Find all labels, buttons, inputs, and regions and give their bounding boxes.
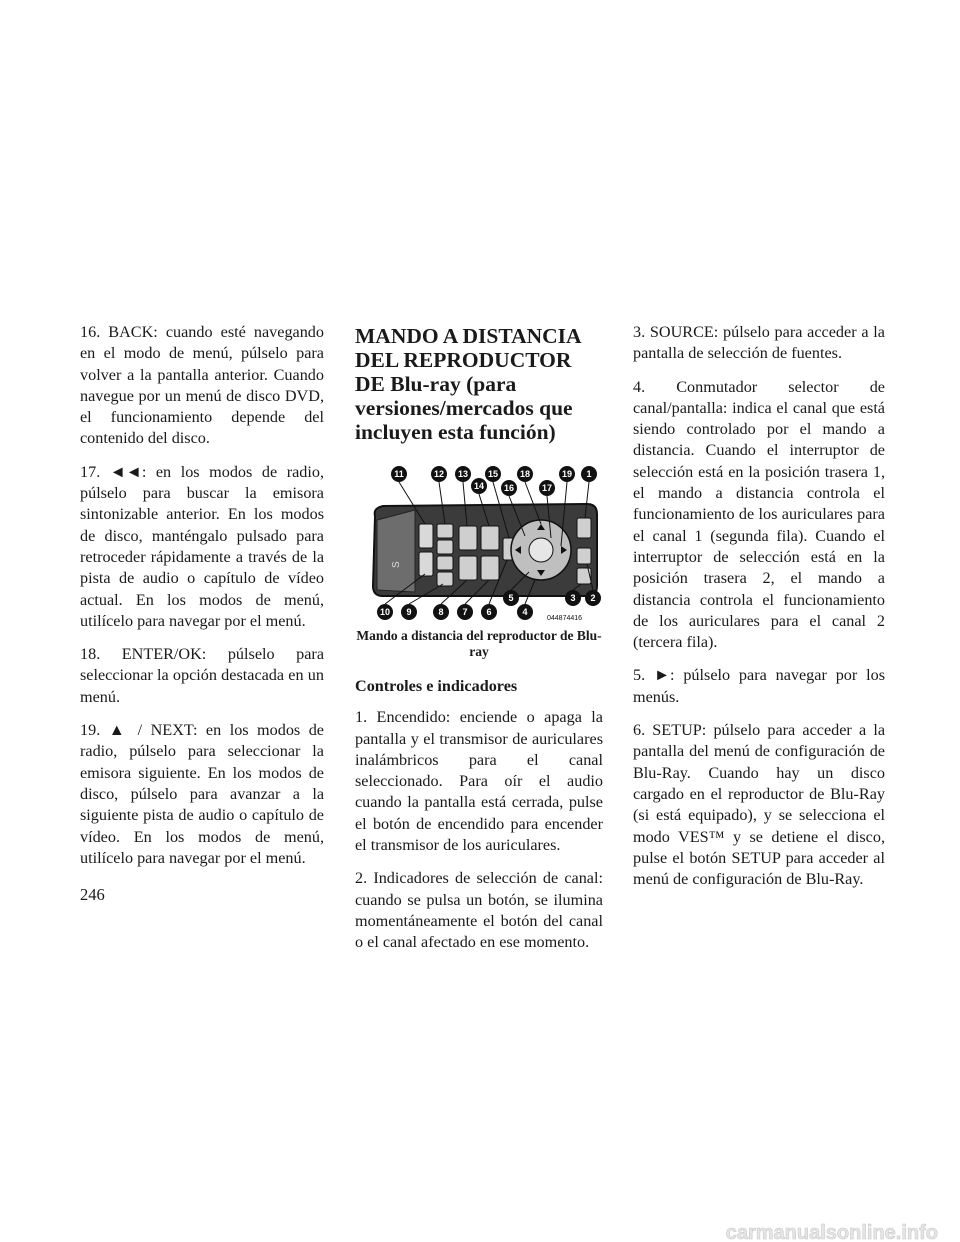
remote-logo-mark: S: [391, 561, 402, 568]
remote-play-button: [459, 556, 477, 580]
left-column: [80, 322, 324, 881]
callout-19: 19: [561, 469, 573, 479]
callout-7: 7: [462, 607, 468, 617]
remote-button-d: [437, 572, 453, 586]
callout-3: 3: [570, 593, 576, 603]
middle-column: [355, 324, 603, 966]
remote-figure: [355, 464, 603, 622]
item-16-back: 16. BACK: cuando esté navegando en el modo de menú, púlselo para volver a la pantalla anterior. Cuando navegue por un menú de disco DVD, el funcionamiento depende del contenido del disco.: [80, 323, 324, 448]
item-1-power: 1. Encendido: enciende o apaga la pantalla y el transmisor de auriculares inalámbricos para el canal seleccionado. Para oír el audio cuando la pantalla está cerrada, pulse el botón de encendido para encender el transmisor de los auriculares.: [355, 708, 603, 855]
remote-side-panel: [377, 510, 415, 592]
callout-10: 10: [379, 607, 391, 617]
callout-17: 17: [541, 483, 553, 493]
remote-stop-button: [459, 526, 477, 550]
callout-12: 12: [433, 469, 445, 479]
item-2-channel-indicators: 2. Indicadores de selección de canal: cuando se pulsa un botón, se ilumina momentáneamente el botón del canal o el canal afectado en ese momento.: [355, 869, 603, 952]
remote-button-a: [437, 524, 453, 538]
callout-4: 4: [522, 607, 528, 617]
callout-2: 2: [590, 593, 596, 603]
callout-16: 16: [503, 483, 515, 493]
callout-13: 13: [457, 469, 469, 479]
callout-15: 15: [487, 469, 499, 479]
item-5-right: 5. ►: púlselo para navegar por los menús.: [633, 666, 885, 706]
remote-button-b: [437, 540, 453, 554]
remote-enter-button: [529, 538, 553, 562]
svg-text:carmanualsonline.info: carmanualsonline.info: [725, 1222, 938, 1242]
callout-1: 1: [586, 469, 592, 479]
callout-6: 6: [486, 607, 492, 617]
remote-channel-indicator: [577, 548, 591, 564]
figure-code: 044874416: [547, 615, 583, 622]
section-title: MANDO A DISTANCIA DEL REPRODUCTOR DE Blu-ray (para versiones/mercados que incluyen esta función): [355, 324, 581, 444]
right-column: [633, 322, 885, 902]
item-17-rewind: 17. ◄◄: en los modos de radio, púlselo para buscar la emisora sintonizable anterior. En los modos de disco, manténgalo pulsado para retroceder rápidamente a través de la pista de audio o capítulo de vídeo actual. En los modos de menú, utilícelo para navegar por el menú.: [80, 462, 324, 630]
remote-prev-button: [481, 526, 499, 550]
callout-18: 18: [519, 469, 531, 479]
item-4-channel-switch: 4. Conmutador selector de canal/pantalla: indica el canal que está siendo controlado por el mando a distancia. Cuando el interruptor de selección está en la posición trasera 1, el mando a distancia controla el funcionamiento de los auriculares para el canal 1 (segunda fila). Cuando el interruptor de selección está en la posición trasera 2, el mando a distancia controla el funcionamiento de los auriculares para el canal 2 (tercera fila).: [633, 377, 885, 652]
remote-button-grid-upper: [419, 524, 433, 548]
callout-9: 9: [406, 607, 412, 617]
blu-ray-remote-illustration: [355, 464, 603, 622]
item-19-next: 19. ▲ / NEXT: en los modos de radio, púlselo para seleccionar la emisora siguiente. En los modos de disco, púlselo para avanzar a la siguiente pista de audio o capítulo de vídeo. En los modos de menú, utilícelo para navegar por el menú.: [80, 721, 324, 867]
callout-8: 8: [438, 607, 444, 617]
page-number: 246: [80, 885, 105, 904]
figure-caption: Mando a distancia del reproductor de Blu-ray: [356, 628, 602, 659]
remote-button-c: [437, 556, 453, 570]
remote-power-button: [577, 518, 591, 538]
callout-14: 14: [473, 481, 485, 491]
callout-11: 11: [394, 469, 404, 479]
item-6-setup: 6. SETUP: púlselo para acceder a la pantalla del menú de configuración de Blu-Ray. Cuando hay un disco cargado en el reproductor de Blu-Ray (si está equipado), y se selecciona el modo VES™ y se detiene el disco, pulse el botón SETUP para acceder al menú de configuración de Blu-Ray.: [633, 721, 885, 889]
watermark: [0, 1222, 960, 1242]
callout-5: 5: [508, 593, 514, 603]
subheading: Controles e indicadores: [355, 677, 518, 695]
item-3-source: 3. SOURCE: púlselo para acceder a la pantalla de selección de fuentes.: [633, 323, 885, 363]
item-18-enter-ok: 18. ENTER/OK: púlselo para seleccionar la opción destacada en un menú.: [80, 645, 324, 706]
remote-next-button: [481, 556, 499, 580]
remote-button-grid-lower: [419, 552, 433, 576]
